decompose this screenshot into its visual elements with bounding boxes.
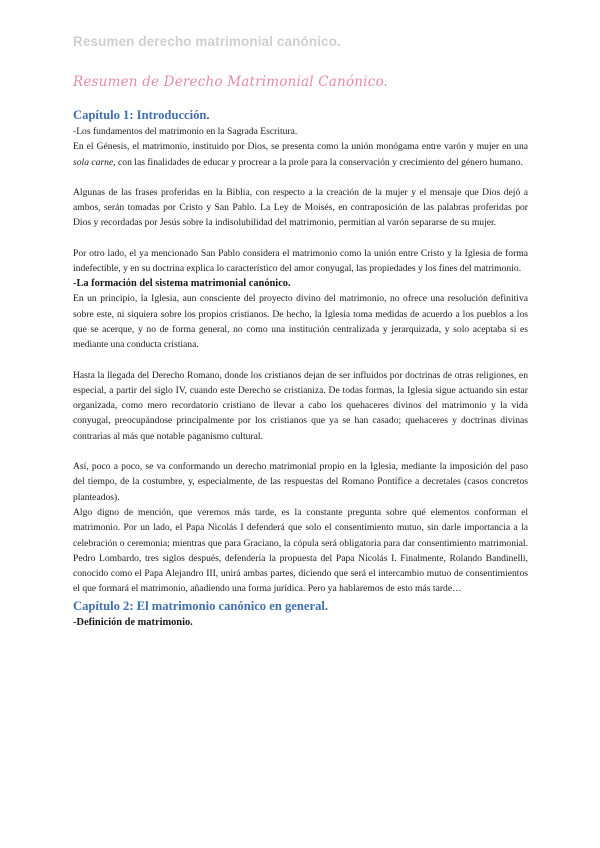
running-header: Resumen derecho matrimonial canónico. [73, 34, 341, 49]
section-formacion-heading: -La formación del sistema matrimonial canónico. [73, 278, 291, 290]
paragraph-derecho-propio: Así, poco a poco, se va conformando un derecho matrimonial propio en la Iglesia, mediante la imposición del paso del tiempo, de la costumbre, y, especialmente, de las respuestas del Romano Pontífice a decretales (casos concretos planteados). [73, 461, 528, 503]
paragraph-genesis-part2: , con las finalidades de educar y procrear a la prole para la conservación y crecimiento del género humano. [113, 156, 523, 168]
paragraph-genesis-part1: En el Génesis, el matrimonio, instituido por Dios, se presenta como la unión monógama entre varón y mujer en una [73, 141, 528, 153]
document-title: Resumen de Derecho Matrimonial Canónico. [73, 74, 389, 90]
section-fundamentos-heading: -Los fundamentos del matrimonio en la Sagrada Escritura. [73, 126, 298, 137]
paragraph-genesis-italic: sola carne [73, 156, 114, 168]
section-definicion-heading: -Definición de matrimonio. [73, 616, 193, 628]
chapter-1-heading: Capítulo 1: Introducción. [73, 108, 210, 122]
paragraph-derecho-romano: Hasta la llegada del Derecho Romano, donde los cristianos dejan de ser influidos por doctrinas de otras religiones, en especial, a partir del siglo IV, cuando este Derecho se cristianiza. De todas formas, la Iglesia sigue actuando sin estar organizada, como mero recordatorio cristiano de llevar a cabo los quehaceres divinos del matrimonio y la vida conyugal, preocupándose principalmente por los cristianos que ya se han casado; quehaceres y doctrinas divinas contrarias al más que notable paganismo cultural. [73, 369, 528, 442]
paragraph-principio: En un principio, la Iglesia, aun consciente del proyecto divino del matrimonio, no ofrece una resolución definitiva sobre este, ni siquiera sobre los propios cristianos. De hecho, la Iglesia toma medidas de acuerdo a los pueblos a los que se acerque, y no de forma general, no como una institución centralizada y jerarquizada, y solo aceptaba si es mediante una conducta cristiana. [73, 293, 528, 351]
chapter-2-heading: Capítulo 2: El matrimonio canónico en general. [73, 598, 329, 613]
paragraph-san-pablo: Por otro lado, el ya mencionado San Pablo considera el matrimonio como la unión entre Cristo y la Iglesia de forma indefectible, y en su doctrina explica lo característico del amor conyugal, las propiedades y los fines del matrimonio. [73, 247, 528, 275]
paragraph-biblia: Algunas de las frases proferidas en la Biblia, con respecto a la creación de la mujer y el mensaje que Dios dejó a ambos, serán tomadas por Cristo y San Pablo. La Ley de Moisés, en contraposición de las palabras proferidas por Dios y recordadas por Jesús sobre la indisolubilidad del matrimonio, permitían al varón separarse de su mujer. [73, 186, 528, 229]
document-body [73, 106, 528, 630]
paragraph-genesis [73, 139, 528, 170]
paragraph-elementos: Algo digno de mención, que veremos más tarde, es la constante pregunta sobre qué elementos conforman el matrimonio. Por un lado, el Papa Nicolás I defenderá que solo el consentimiento mutuo, sin darle importancia a la celebración o ceremonia; mientras que para Graciano, la cópula será obligatoria para dar consentimiento matrimonial. Pedro Lombardo, tres siglos después, defendería la propuesta del Papa Nicolás I. Finalmente, Rolando Bandinelli, conocido como el Papa Alejandro III, unirá ambas partes, diciendo que será el intercambio mutuo de consentimientos el que formará el matrimonio, añadiendo una forma jurídica. Pero ya hablaremos de esto más tarde… [73, 506, 528, 595]
